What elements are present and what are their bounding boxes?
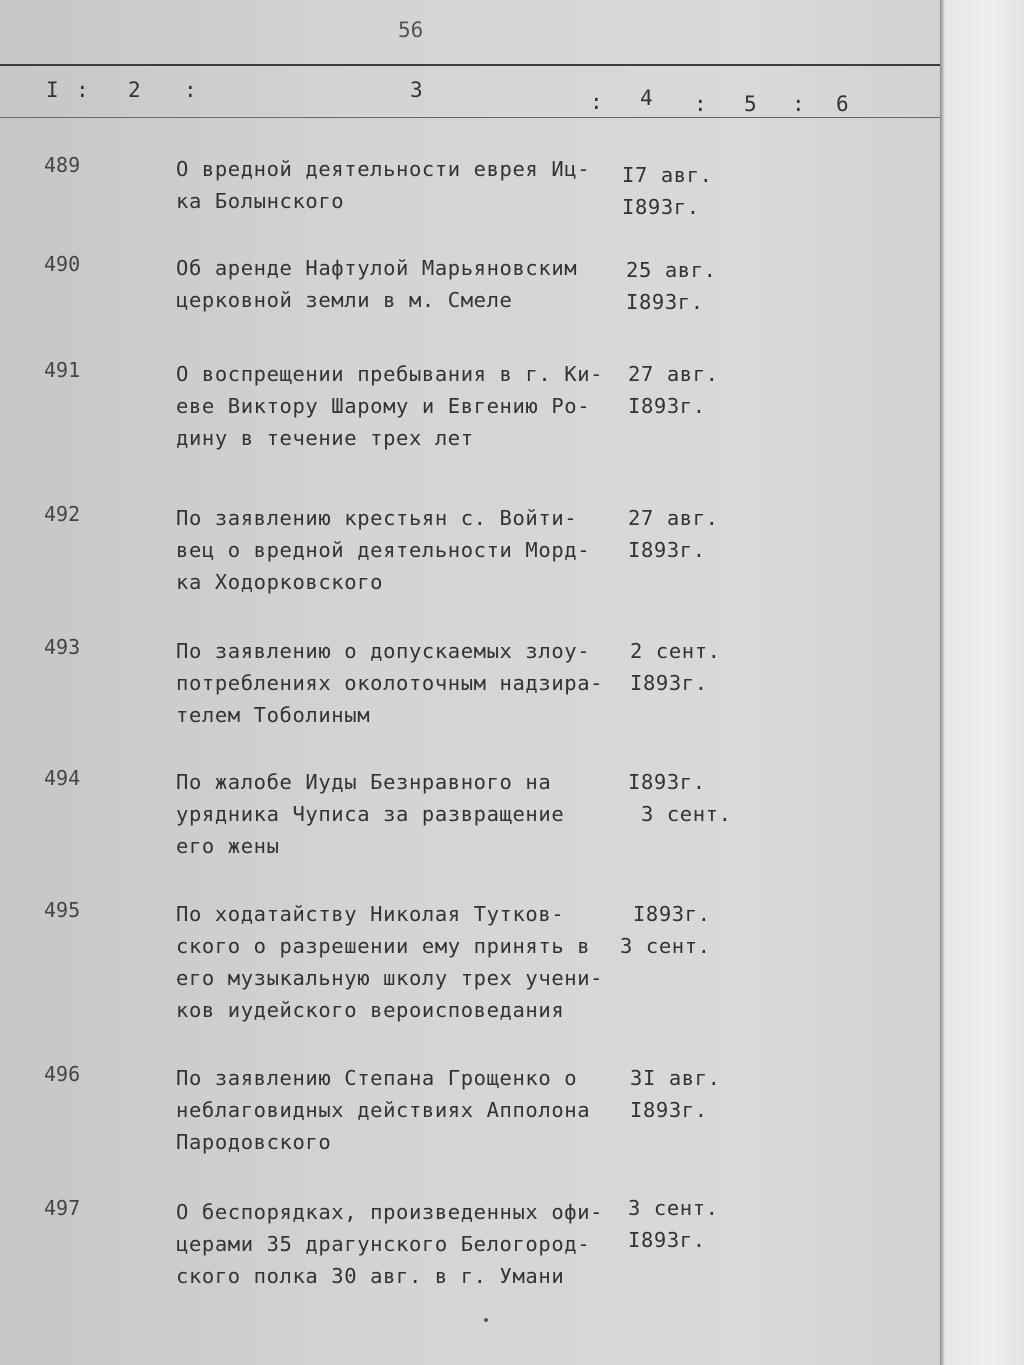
date-line: 3 сент. [620,934,711,958]
date-line: 27 авг. [628,506,719,530]
entry-number: 494 [44,766,81,790]
date-line: 2 сент. [630,639,721,663]
date-line: I7 авг. [622,163,713,187]
date-line: 3I авг. [630,1066,721,1090]
entry-description [176,502,590,598]
date-line: I893г. [628,1228,706,1252]
description-line: По заявлению крестьян с. Войти- [176,506,578,530]
column-header-5: 5 [744,92,757,116]
description-line: Пародовского [176,1130,332,1154]
date-line: I893г. [620,902,711,926]
entry-number: 497 [44,1196,81,1220]
entry-description [176,358,603,454]
description-line: По заявлению Степана Грощенко о [176,1066,578,1090]
header-rule-bottom [0,117,940,118]
entry-description [176,1196,603,1292]
description-line: неблаговидных действиях Апполона [176,1098,591,1122]
description-line: Об аренде Нафтулой Марьяновским [176,256,578,280]
column-separator: : [76,78,89,102]
date-line: I893г. [628,770,706,794]
date-line: I893г. [630,671,708,695]
column-separator: : [184,78,197,102]
description-line: ка Ходорковского [176,570,384,594]
date-line: I893г. [626,290,704,314]
entry-date [620,898,711,962]
description-line: О беспорядках, произведенных офи- [176,1200,604,1224]
entry-number: 491 [44,358,81,382]
page-number: 56 [398,18,424,42]
column-header-3: 3 [410,78,423,102]
date-line: 27 авг. [628,362,719,386]
description-line: По заявлению о допускаемых злоу- [176,639,591,663]
description-line: его жены [176,834,280,858]
entry-description [176,252,577,316]
entry-description [176,635,603,731]
column-separator: : [590,90,603,114]
column-header-6: 6 [836,92,849,116]
entry-number: 489 [44,153,81,177]
description-line: ского о разрешении ему принять в [176,934,591,958]
entry-date [628,766,732,830]
description-line: вец о вредной деятельности Морд- [176,538,591,562]
description-line: дину в течение трех лет [176,426,474,450]
description-line: ков иудейского вероисповедания [176,998,565,1022]
description-line: ского полка 30 авг. в г. Умани [176,1264,565,1288]
entry-description [176,1062,590,1158]
description-line: потреблениях околоточным надзира- [176,671,604,695]
column-header-4: 4 [640,86,653,110]
description-line: О воспрещении пребывания в г. Ки- [176,362,604,386]
description-line: телем Тоболиным [176,703,371,727]
description-line: церами 35 драгунского Белогород- [176,1232,591,1256]
entry-date [628,358,719,422]
description-line: урядника Чуписа за развращение [176,802,565,826]
description-line: церковной земли в м. Смеле [176,288,513,312]
column-separator: : [792,92,805,116]
entry-description [176,153,590,217]
description-line: еве Виктору Шарому и Евгению Ро- [176,394,591,418]
entry-description [176,766,564,862]
description-line: ка Болынского [176,189,345,213]
description-line: По жалобе Иуды Безнравного на [176,770,552,794]
entry-date [626,254,717,318]
entry-number: 493 [44,635,81,659]
description-line: О вредной деятельности еврея Иц- [176,157,591,181]
entry-description [176,898,603,1026]
entry-date [628,1192,719,1256]
entry-date [630,635,721,699]
date-line: 25 авг. [626,258,717,282]
description-line: По ходатайству Николая Тутков- [176,902,565,926]
column-header-2: 2 [128,78,141,102]
entry-number: 495 [44,898,81,922]
column-header-1: I [46,78,59,102]
ink-dot [484,1318,488,1322]
description-line: его музыкальную школу трех учени- [176,966,604,990]
date-line: 3 сент. [628,1196,719,1220]
entry-date [622,159,713,223]
date-line: I893г. [628,394,706,418]
entry-date [630,1062,721,1126]
date-line: I893г. [630,1098,708,1122]
date-line: I893г. [628,538,706,562]
entry-number: 496 [44,1062,81,1086]
header-rule-top [0,64,940,66]
entry-date [628,502,719,566]
paper-edge [940,0,1024,1365]
date-line: I893г. [622,195,700,219]
date-line: 3 сент. [628,802,732,826]
entry-number: 492 [44,502,81,526]
entry-number: 490 [44,252,81,276]
column-separator: : [694,92,707,116]
